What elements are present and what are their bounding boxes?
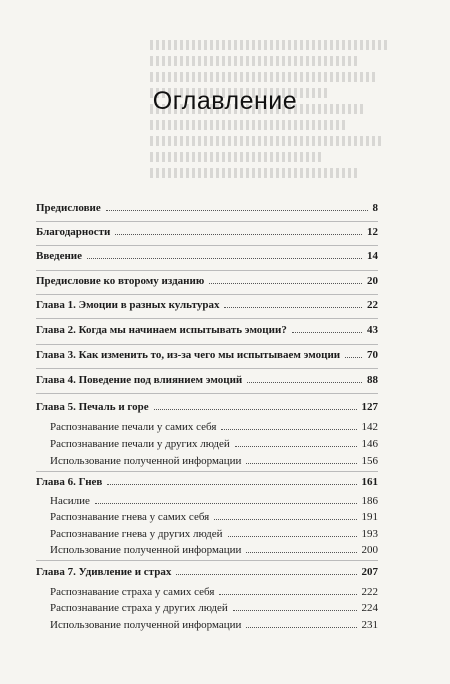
toc-chapter-entry[interactable]	[36, 201, 378, 215]
toc-entry-title: Распознавание печали у других людей	[50, 438, 230, 450]
dot-leader	[107, 484, 356, 485]
toc-divider	[36, 294, 378, 295]
toc-entry-title: Глава 2. Когда мы начинаем испытывать эмоции?	[36, 324, 287, 336]
toc-page-number: 222	[361, 586, 378, 598]
toc-chapter-entry[interactable]	[36, 249, 378, 263]
toc-section-entry[interactable]	[36, 494, 378, 508]
toc-divider	[36, 221, 378, 222]
dot-leader	[235, 446, 357, 447]
toc-entry-title: Распознавание гнева у самих себя	[50, 511, 210, 523]
toc-divider	[36, 245, 378, 246]
toc-divider	[36, 368, 378, 369]
dot-leader	[221, 429, 356, 430]
toc-section-entry[interactable]	[36, 618, 378, 632]
toc-page-number: 22	[367, 299, 378, 311]
toc-section-entry[interactable]	[36, 420, 378, 434]
toc-entry-title: Введение	[36, 250, 83, 262]
toc-page-number: 191	[361, 511, 378, 523]
toc-entry-title: Использование полученной информации	[50, 455, 242, 467]
toc-entry-title: Глава 1. Эмоции в разных культурах	[36, 299, 220, 311]
toc-entry-title: Благодарности	[36, 226, 111, 238]
toc-chapter-entry[interactable]	[36, 348, 378, 362]
dot-leader	[95, 503, 357, 504]
dot-leader	[224, 307, 362, 308]
toc-divider	[36, 318, 378, 319]
toc-entry-title: Глава 7. Удивление и страх	[36, 566, 172, 578]
toc-entry-title: Глава 6. Гнев	[36, 476, 103, 488]
toc-section-entry[interactable]	[36, 601, 378, 615]
toc-page-number: 156	[361, 455, 378, 467]
toc-page-number: 200	[361, 544, 378, 556]
dot-leader	[292, 332, 362, 333]
toc-entry-title: Использование полученной информации	[50, 619, 242, 631]
toc-section-entry[interactable]	[36, 527, 378, 541]
toc-entry-title: Глава 3. Как изменить то, из-за чего мы испытываем эмоции	[36, 349, 341, 361]
toc-entry-title: Глава 5. Печаль и горе	[36, 401, 149, 413]
toc-section-entry[interactable]	[36, 543, 378, 557]
dot-leader	[345, 357, 362, 358]
dot-leader	[228, 536, 357, 537]
toc-entry-title: Распознавание страха у самих себя	[50, 586, 215, 598]
page-title: Оглавление	[152, 86, 298, 115]
dot-leader	[246, 552, 356, 553]
toc-divider	[36, 270, 378, 271]
toc-entry-title: Распознавание печали у самих себя	[50, 421, 217, 433]
toc-divider	[36, 344, 378, 345]
dot-leader	[115, 234, 362, 235]
toc-entry-title: Глава 4. Поведение под влиянием эмоций	[36, 374, 243, 386]
toc-page-number: 8	[372, 202, 378, 214]
dot-leader	[214, 519, 356, 520]
toc-chapter-entry[interactable]	[36, 400, 378, 414]
toc-chapter-entry[interactable]	[36, 298, 378, 312]
dot-leader	[246, 627, 356, 628]
toc-chapter-entry[interactable]	[36, 373, 378, 387]
toc-entry-title: Насилие	[50, 495, 90, 507]
dot-leader	[233, 610, 357, 611]
toc-page-number: 14	[367, 250, 378, 262]
toc-section-entry[interactable]	[36, 510, 378, 524]
toc-page-number: 207	[361, 566, 378, 578]
dot-leader	[209, 283, 362, 284]
toc-page-number: 146	[361, 438, 378, 450]
toc-divider	[36, 560, 378, 561]
toc-section-entry[interactable]	[36, 585, 378, 599]
toc-page-number: 193	[361, 528, 378, 540]
toc-entry-title: Распознавание страха у других людей	[50, 602, 228, 614]
toc-page-number: 127	[361, 401, 378, 413]
dot-leader	[87, 258, 362, 259]
toc-chapter-entry[interactable]	[36, 274, 378, 288]
toc-divider	[36, 471, 378, 472]
toc-entry-title: Предисловие ко второму изданию	[36, 275, 205, 287]
toc-chapter-entry[interactable]	[36, 225, 378, 239]
toc-chapter-entry[interactable]	[36, 323, 378, 337]
toc-entry-title: Использование полученной информации	[50, 544, 242, 556]
toc-page-number: 224	[361, 602, 378, 614]
show-through-text	[150, 40, 450, 210]
dot-leader	[246, 463, 356, 464]
dot-leader	[154, 409, 357, 410]
toc-entry-title: Предисловие	[36, 202, 101, 214]
toc-page-number: 161	[361, 476, 378, 488]
toc-chapter-entry[interactable]	[36, 565, 378, 579]
toc-page-number: 12	[367, 226, 378, 238]
toc-entry-title: Распознавание гнева у других людей	[50, 528, 223, 540]
toc-page-number: 231	[361, 619, 378, 631]
dot-leader	[219, 594, 356, 595]
toc-page-number: 43	[367, 324, 378, 336]
toc-page-number: 20	[367, 275, 378, 287]
dot-leader	[247, 382, 362, 383]
dot-leader	[176, 574, 356, 575]
toc-page-number: 186	[361, 495, 378, 507]
toc-section-entry[interactable]	[36, 437, 378, 451]
toc-page-number: 88	[367, 374, 378, 386]
toc-page-number: 70	[367, 349, 378, 361]
toc-page-number: 142	[361, 421, 378, 433]
dot-leader	[106, 210, 368, 211]
toc-divider	[36, 393, 378, 394]
toc-chapter-entry[interactable]	[36, 475, 378, 489]
toc-section-entry[interactable]	[36, 454, 378, 468]
